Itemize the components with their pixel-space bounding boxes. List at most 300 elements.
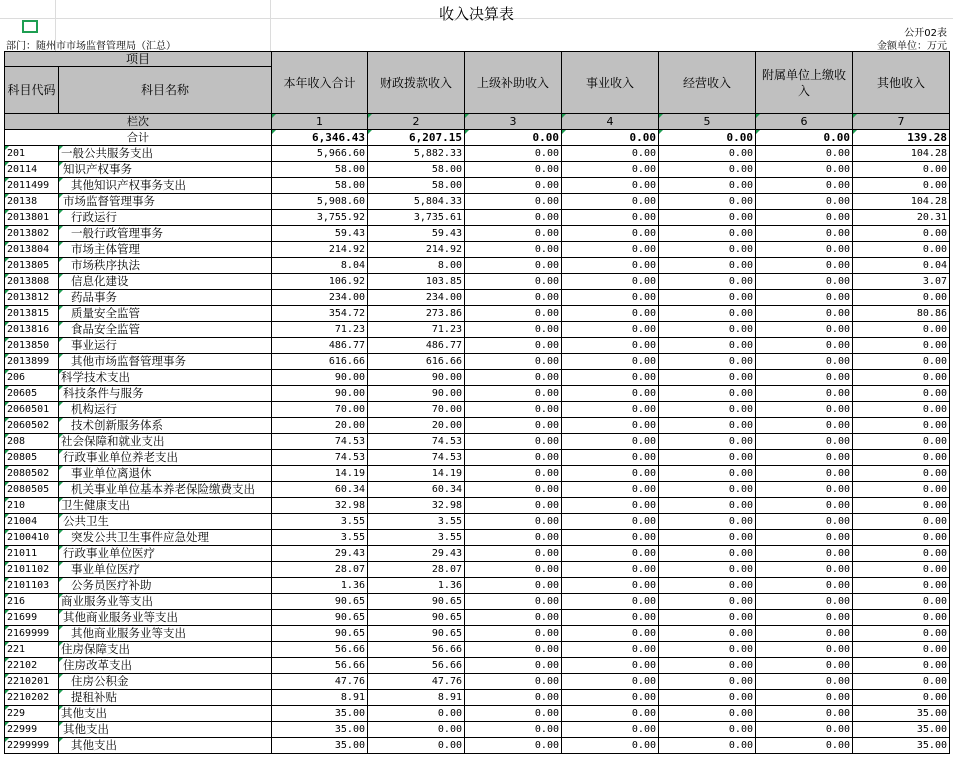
- table-row: [5, 402, 950, 418]
- amount-cell: 3.55: [368, 530, 465, 546]
- amount-cell: 0.00: [562, 338, 659, 354]
- amount-cell: 0.00: [659, 626, 756, 642]
- amount-cell: 0.00: [562, 626, 659, 642]
- table-row: [5, 706, 950, 722]
- amount-cell: 0.00: [756, 370, 853, 386]
- amount-cell: 5,966.60: [272, 146, 368, 162]
- table-row: [5, 210, 950, 226]
- amount-cell: 0.00: [562, 274, 659, 290]
- amount-cell: 0.00: [853, 610, 950, 626]
- subject-code: 21011: [5, 546, 59, 562]
- subject-code: 2060501: [5, 402, 59, 418]
- amount-cell: 0.00: [853, 546, 950, 562]
- amount-cell: 0.00: [562, 386, 659, 402]
- amount-cell: 0.00: [465, 306, 562, 322]
- amount-cell: 214.92: [368, 242, 465, 258]
- amount-cell: 0.00: [465, 194, 562, 210]
- amount-cell: 0.00: [465, 402, 562, 418]
- col-header-other-income: 其他收入: [853, 52, 950, 114]
- table-row: [5, 562, 950, 578]
- amount-cell: 0.00: [853, 418, 950, 434]
- col-header-fiscal-appropriation: 财政拨款收入: [368, 52, 465, 114]
- total-value: 0.00: [756, 130, 853, 146]
- amount-cell: 0.00: [659, 274, 756, 290]
- subject-name: 行政事业单位医疗: [59, 546, 272, 562]
- table-row: [5, 578, 950, 594]
- amount-cell: 0.00: [562, 162, 659, 178]
- amount-cell: 0.00: [465, 434, 562, 450]
- amount-cell: 0.00: [756, 674, 853, 690]
- subject-code: 201: [5, 146, 59, 162]
- amount-cell: 0.00: [853, 466, 950, 482]
- amount-cell: 0.00: [562, 178, 659, 194]
- amount-cell: 0.00: [756, 562, 853, 578]
- table-row: [5, 178, 950, 194]
- table-row: [5, 370, 950, 386]
- amount-cell: 0.00: [659, 322, 756, 338]
- amount-cell: 0.00: [756, 434, 853, 450]
- subject-code: 2013805: [5, 258, 59, 274]
- subject-name: 事业运行: [59, 338, 272, 354]
- amount-cell: 3.55: [368, 514, 465, 530]
- subject-code: 22102: [5, 658, 59, 674]
- amount-cell: 0.00: [756, 466, 853, 482]
- total-row: [5, 130, 950, 146]
- amount-cell: 35.00: [272, 706, 368, 722]
- amount-cell: 58.00: [368, 178, 465, 194]
- amount-cell: 0.00: [562, 258, 659, 274]
- amount-cell: 0.00: [659, 482, 756, 498]
- amount-cell: 0.00: [562, 482, 659, 498]
- amount-cell: 0.00: [562, 706, 659, 722]
- amount-cell: 214.92: [272, 242, 368, 258]
- subject-name: 卫生健康支出: [59, 498, 272, 514]
- subject-name: 其他市场监督管理事务: [59, 354, 272, 370]
- amount-cell: 0.00: [756, 274, 853, 290]
- amount-cell: 0.00: [659, 674, 756, 690]
- amount-cell: 0.00: [562, 674, 659, 690]
- amount-cell: 0.00: [562, 514, 659, 530]
- amount-cell: 0.00: [562, 242, 659, 258]
- amount-cell: 234.00: [272, 290, 368, 306]
- amount-cell: 0.00: [562, 610, 659, 626]
- amount-cell: 0.00: [756, 226, 853, 242]
- table-row: [5, 546, 950, 562]
- table-row: [5, 674, 950, 690]
- subject-name: 其他商业服务业等支出: [59, 626, 272, 642]
- amount-cell: 0.00: [368, 738, 465, 754]
- amount-cell: 60.34: [272, 482, 368, 498]
- subject-code: 2299999: [5, 738, 59, 754]
- subject-code: 2013899: [5, 354, 59, 370]
- subject-name: 突发公共卫生事件应急处理: [59, 530, 272, 546]
- amount-cell: 0.00: [853, 594, 950, 610]
- amount-cell: 0.00: [465, 514, 562, 530]
- subject-name: 一般公共服务支出: [59, 146, 272, 162]
- amount-cell: 0.00: [756, 146, 853, 162]
- amount-cell: 0.00: [659, 354, 756, 370]
- amount-cell: 5,882.33: [368, 146, 465, 162]
- table-row: [5, 642, 950, 658]
- table-row: [5, 162, 950, 178]
- amount-cell: 56.66: [272, 658, 368, 674]
- subject-code: 216: [5, 594, 59, 610]
- subject-name: 行政事业单位养老支出: [59, 450, 272, 466]
- amount-cell: 0.00: [659, 242, 756, 258]
- amount-cell: 8.00: [368, 258, 465, 274]
- amount-cell: 0.00: [562, 354, 659, 370]
- amount-cell: 0.00: [562, 466, 659, 482]
- amount-cell: 0.00: [756, 354, 853, 370]
- amount-cell: 0.00: [659, 658, 756, 674]
- amount-cell: 0.00: [562, 594, 659, 610]
- amount-cell: 0.00: [659, 306, 756, 322]
- amount-cell: 90.65: [272, 594, 368, 610]
- amount-cell: 0.00: [465, 162, 562, 178]
- table-row: [5, 274, 950, 290]
- amount-cell: 56.66: [368, 658, 465, 674]
- subject-name: 住房保障支出: [59, 642, 272, 658]
- subject-code: 2101102: [5, 562, 59, 578]
- subject-name: 事业单位医疗: [59, 562, 272, 578]
- amount-cell: 234.00: [368, 290, 465, 306]
- amount-cell: 32.98: [368, 498, 465, 514]
- table-row: [5, 466, 950, 482]
- amount-cell: 0.00: [853, 642, 950, 658]
- amount-cell: 80.86: [853, 306, 950, 322]
- amount-cell: 58.00: [368, 162, 465, 178]
- subject-name: 知识产权事务: [59, 162, 272, 178]
- amount-cell: 0.00: [465, 258, 562, 274]
- subject-name: 住房公积金: [59, 674, 272, 690]
- subject-name: 事业单位离退休: [59, 466, 272, 482]
- amount-cell: 0.00: [756, 658, 853, 674]
- amount-cell: 0.00: [659, 610, 756, 626]
- amount-cell: 3.07: [853, 274, 950, 290]
- table-row: [5, 482, 950, 498]
- amount-cell: 354.72: [272, 306, 368, 322]
- amount-cell: 1.36: [272, 578, 368, 594]
- amount-cell: 0.00: [853, 690, 950, 706]
- subject-name: 其他支出: [59, 722, 272, 738]
- amount-cell: 0.00: [562, 306, 659, 322]
- amount-cell: 0.00: [756, 386, 853, 402]
- subject-name: 社会保障和就业支出: [59, 434, 272, 450]
- subject-name: 质量安全监管: [59, 306, 272, 322]
- amount-cell: 0.00: [659, 642, 756, 658]
- subject-name: 提租补贴: [59, 690, 272, 706]
- subject-code: 210: [5, 498, 59, 514]
- index-number: 4: [562, 114, 659, 130]
- amount-cell: 0.00: [465, 242, 562, 258]
- amount-cell: 0.00: [756, 514, 853, 530]
- amount-cell: 0.00: [853, 626, 950, 642]
- amount-cell: 8.04: [272, 258, 368, 274]
- amount-cell: 0.00: [756, 482, 853, 498]
- amount-cell: 74.53: [368, 434, 465, 450]
- subject-code: 22999: [5, 722, 59, 738]
- subject-code: 2013812: [5, 290, 59, 306]
- amount-cell: 616.66: [272, 354, 368, 370]
- amount-cell: 0.00: [562, 434, 659, 450]
- amount-cell: 0.00: [465, 530, 562, 546]
- amount-cell: 0.00: [659, 738, 756, 754]
- subject-name: 住房改革支出: [59, 658, 272, 674]
- amount-cell: 0.00: [465, 610, 562, 626]
- amount-cell: 0.00: [465, 562, 562, 578]
- amount-cell: 3.55: [272, 514, 368, 530]
- table-row: [5, 498, 950, 514]
- amount-cell: 0.00: [562, 642, 659, 658]
- subject-code: 20114: [5, 162, 59, 178]
- amount-cell: 0.00: [465, 178, 562, 194]
- amount-cell: 90.00: [272, 386, 368, 402]
- amount-cell: 0.00: [756, 162, 853, 178]
- amount-cell: 0.00: [756, 402, 853, 418]
- amount-cell: 0.00: [465, 146, 562, 162]
- amount-cell: 104.28: [853, 146, 950, 162]
- table-row: [5, 514, 950, 530]
- subject-code: 2013815: [5, 306, 59, 322]
- amount-cell: 0.00: [465, 370, 562, 386]
- amount-cell: 74.53: [272, 434, 368, 450]
- amount-cell: 0.00: [756, 642, 853, 658]
- amount-cell: 0.00: [853, 178, 950, 194]
- amount-cell: 0.00: [853, 450, 950, 466]
- subject-name: 商业服务业等支出: [59, 594, 272, 610]
- amount-cell: 104.28: [853, 194, 950, 210]
- index-number: 3: [465, 114, 562, 130]
- amount-cell: 0.00: [562, 418, 659, 434]
- table-row: [5, 306, 950, 322]
- total-label: 合计: [5, 130, 272, 146]
- amount-cell: 0.00: [756, 578, 853, 594]
- subject-name: 科学技术支出: [59, 370, 272, 386]
- amount-cell: 0.00: [465, 626, 562, 642]
- amount-cell: 20.31: [853, 210, 950, 226]
- amount-cell: 0.00: [465, 738, 562, 754]
- amount-cell: 0.04: [853, 258, 950, 274]
- table-row: [5, 722, 950, 738]
- total-value: 0.00: [562, 130, 659, 146]
- amount-cell: 0.00: [659, 338, 756, 354]
- subject-code: 2060502: [5, 418, 59, 434]
- amount-cell: 90.00: [368, 386, 465, 402]
- amount-cell: 0.00: [659, 402, 756, 418]
- amount-cell: 74.53: [272, 450, 368, 466]
- amount-cell: 486.77: [272, 338, 368, 354]
- table-row: [5, 226, 950, 242]
- amount-cell: 0.00: [853, 562, 950, 578]
- total-value: 0.00: [659, 130, 756, 146]
- amount-cell: 20.00: [368, 418, 465, 434]
- unit-label: 金额单位：万元: [877, 41, 947, 52]
- amount-cell: 35.00: [272, 738, 368, 754]
- amount-cell: 0.00: [659, 466, 756, 482]
- amount-cell: 0.00: [465, 226, 562, 242]
- amount-cell: 14.19: [368, 466, 465, 482]
- amount-cell: 0.00: [659, 578, 756, 594]
- amount-cell: 0.00: [853, 370, 950, 386]
- amount-cell: 35.00: [853, 706, 950, 722]
- amount-cell: 59.43: [272, 226, 368, 242]
- subject-name: 其他商业服务业等支出: [59, 610, 272, 626]
- subject-name: 公务员医疗补助: [59, 578, 272, 594]
- amount-cell: 0.00: [853, 434, 950, 450]
- subject-name: 市场主体管理: [59, 242, 272, 258]
- subject-name: 机关事业单位基本养老保险缴费支出: [59, 482, 272, 498]
- index-number: 7: [853, 114, 950, 130]
- amount-cell: 0.00: [562, 722, 659, 738]
- amount-cell: 0.00: [853, 482, 950, 498]
- table-row: [5, 738, 950, 754]
- amount-cell: 0.00: [659, 562, 756, 578]
- table-row: [5, 626, 950, 642]
- amount-cell: 0.00: [562, 738, 659, 754]
- subject-code: 20605: [5, 386, 59, 402]
- amount-cell: 0.00: [853, 162, 950, 178]
- amount-cell: 0.00: [465, 594, 562, 610]
- subject-name: 市场监督管理事务: [59, 194, 272, 210]
- amount-cell: 0.00: [659, 514, 756, 530]
- subject-name: 药品事务: [59, 290, 272, 306]
- subject-code: 2100410: [5, 530, 59, 546]
- col-header-business-income: 事业收入: [562, 52, 659, 114]
- amount-cell: 0.00: [756, 546, 853, 562]
- subject-name: 一般行政管理事务: [59, 226, 272, 242]
- table-row: [5, 450, 950, 466]
- amount-cell: 0.00: [756, 610, 853, 626]
- amount-cell: 0.00: [562, 450, 659, 466]
- subject-name: 技术创新服务体系: [59, 418, 272, 434]
- amount-cell: 0.00: [659, 418, 756, 434]
- amount-cell: 0.00: [853, 226, 950, 242]
- amount-cell: 0.00: [465, 690, 562, 706]
- table-row: [5, 610, 950, 626]
- table-row: [5, 386, 950, 402]
- amount-cell: 0.00: [562, 370, 659, 386]
- table-row: [5, 530, 950, 546]
- amount-cell: 616.66: [368, 354, 465, 370]
- amount-cell: 0.00: [853, 322, 950, 338]
- amount-cell: 0.00: [756, 530, 853, 546]
- subject-name: 其他知识产权事务支出: [59, 178, 272, 194]
- amount-cell: 0.00: [659, 146, 756, 162]
- amount-cell: 28.07: [272, 562, 368, 578]
- amount-cell: 5,908.60: [272, 194, 368, 210]
- subject-name: 食品安全监管: [59, 322, 272, 338]
- subject-code: 221: [5, 642, 59, 658]
- amount-cell: 3,755.92: [272, 210, 368, 226]
- amount-cell: 71.23: [368, 322, 465, 338]
- amount-cell: 0.00: [756, 210, 853, 226]
- amount-cell: 0.00: [562, 402, 659, 418]
- total-value: 6,346.43: [272, 130, 368, 146]
- amount-cell: 0.00: [465, 642, 562, 658]
- amount-cell: 0.00: [465, 482, 562, 498]
- amount-cell: 1.36: [368, 578, 465, 594]
- col-header-affiliated-unit-income: 附属单位上缴收入: [756, 52, 853, 114]
- table-row: [5, 322, 950, 338]
- total-value: 0.00: [465, 130, 562, 146]
- amount-cell: 0.00: [465, 546, 562, 562]
- name-header: 科目名称: [59, 67, 272, 114]
- amount-cell: 90.00: [272, 370, 368, 386]
- amount-cell: 0.00: [562, 210, 659, 226]
- amount-cell: 70.00: [272, 402, 368, 418]
- amount-cell: 0.00: [659, 290, 756, 306]
- col-header-superior-subsidy: 上级补助收入: [465, 52, 562, 114]
- amount-cell: 0.00: [756, 242, 853, 258]
- amount-cell: 0.00: [465, 498, 562, 514]
- amount-cell: 90.65: [368, 626, 465, 642]
- amount-cell: 0.00: [562, 226, 659, 242]
- total-value: 6,207.15: [368, 130, 465, 146]
- amount-cell: 3,735.61: [368, 210, 465, 226]
- subject-code: 20805: [5, 450, 59, 466]
- amount-cell: 0.00: [756, 290, 853, 306]
- subject-code: 2013801: [5, 210, 59, 226]
- amount-cell: 0.00: [853, 290, 950, 306]
- amount-cell: 0.00: [659, 530, 756, 546]
- amount-cell: 28.07: [368, 562, 465, 578]
- amount-cell: 273.86: [368, 306, 465, 322]
- department-label: 部门：随州市市场监督管理局（汇总）: [6, 41, 176, 52]
- amount-cell: 0.00: [853, 530, 950, 546]
- amount-cell: 0.00: [562, 146, 659, 162]
- amount-cell: 90.65: [272, 626, 368, 642]
- amount-cell: 0.00: [853, 658, 950, 674]
- amount-cell: 0.00: [756, 626, 853, 642]
- amount-cell: 3.55: [272, 530, 368, 546]
- amount-cell: 71.23: [272, 322, 368, 338]
- amount-cell: 0.00: [465, 322, 562, 338]
- col-header-operating-income: 经营收入: [659, 52, 756, 114]
- amount-cell: 0.00: [659, 546, 756, 562]
- amount-cell: 59.43: [368, 226, 465, 242]
- table-row: [5, 594, 950, 610]
- amount-cell: 90.00: [368, 370, 465, 386]
- amount-cell: 35.00: [272, 722, 368, 738]
- subject-code: 2210202: [5, 690, 59, 706]
- total-value: 139.28: [853, 130, 950, 146]
- amount-cell: 0.00: [853, 498, 950, 514]
- amount-cell: 0.00: [368, 722, 465, 738]
- amount-cell: 0.00: [659, 690, 756, 706]
- table-row: [5, 258, 950, 274]
- amount-cell: 0.00: [465, 274, 562, 290]
- index-number: 6: [756, 114, 853, 130]
- amount-cell: 0.00: [465, 386, 562, 402]
- amount-cell: 8.91: [368, 690, 465, 706]
- amount-cell: 0.00: [562, 690, 659, 706]
- amount-cell: 20.00: [272, 418, 368, 434]
- subject-code: 206: [5, 370, 59, 386]
- amount-cell: 0.00: [756, 418, 853, 434]
- col-header-total-income: 本年收入合计: [272, 52, 368, 114]
- report-title: 收入决算表: [438, 5, 514, 23]
- amount-cell: 103.85: [368, 274, 465, 290]
- amount-cell: 0.00: [562, 290, 659, 306]
- amount-cell: 0.00: [465, 658, 562, 674]
- amount-cell: 0.00: [659, 594, 756, 610]
- amount-cell: 0.00: [659, 706, 756, 722]
- amount-cell: 0.00: [465, 354, 562, 370]
- subject-code: 21004: [5, 514, 59, 530]
- amount-cell: 0.00: [659, 498, 756, 514]
- amount-cell: 47.76: [272, 674, 368, 690]
- subject-code: 20138: [5, 194, 59, 210]
